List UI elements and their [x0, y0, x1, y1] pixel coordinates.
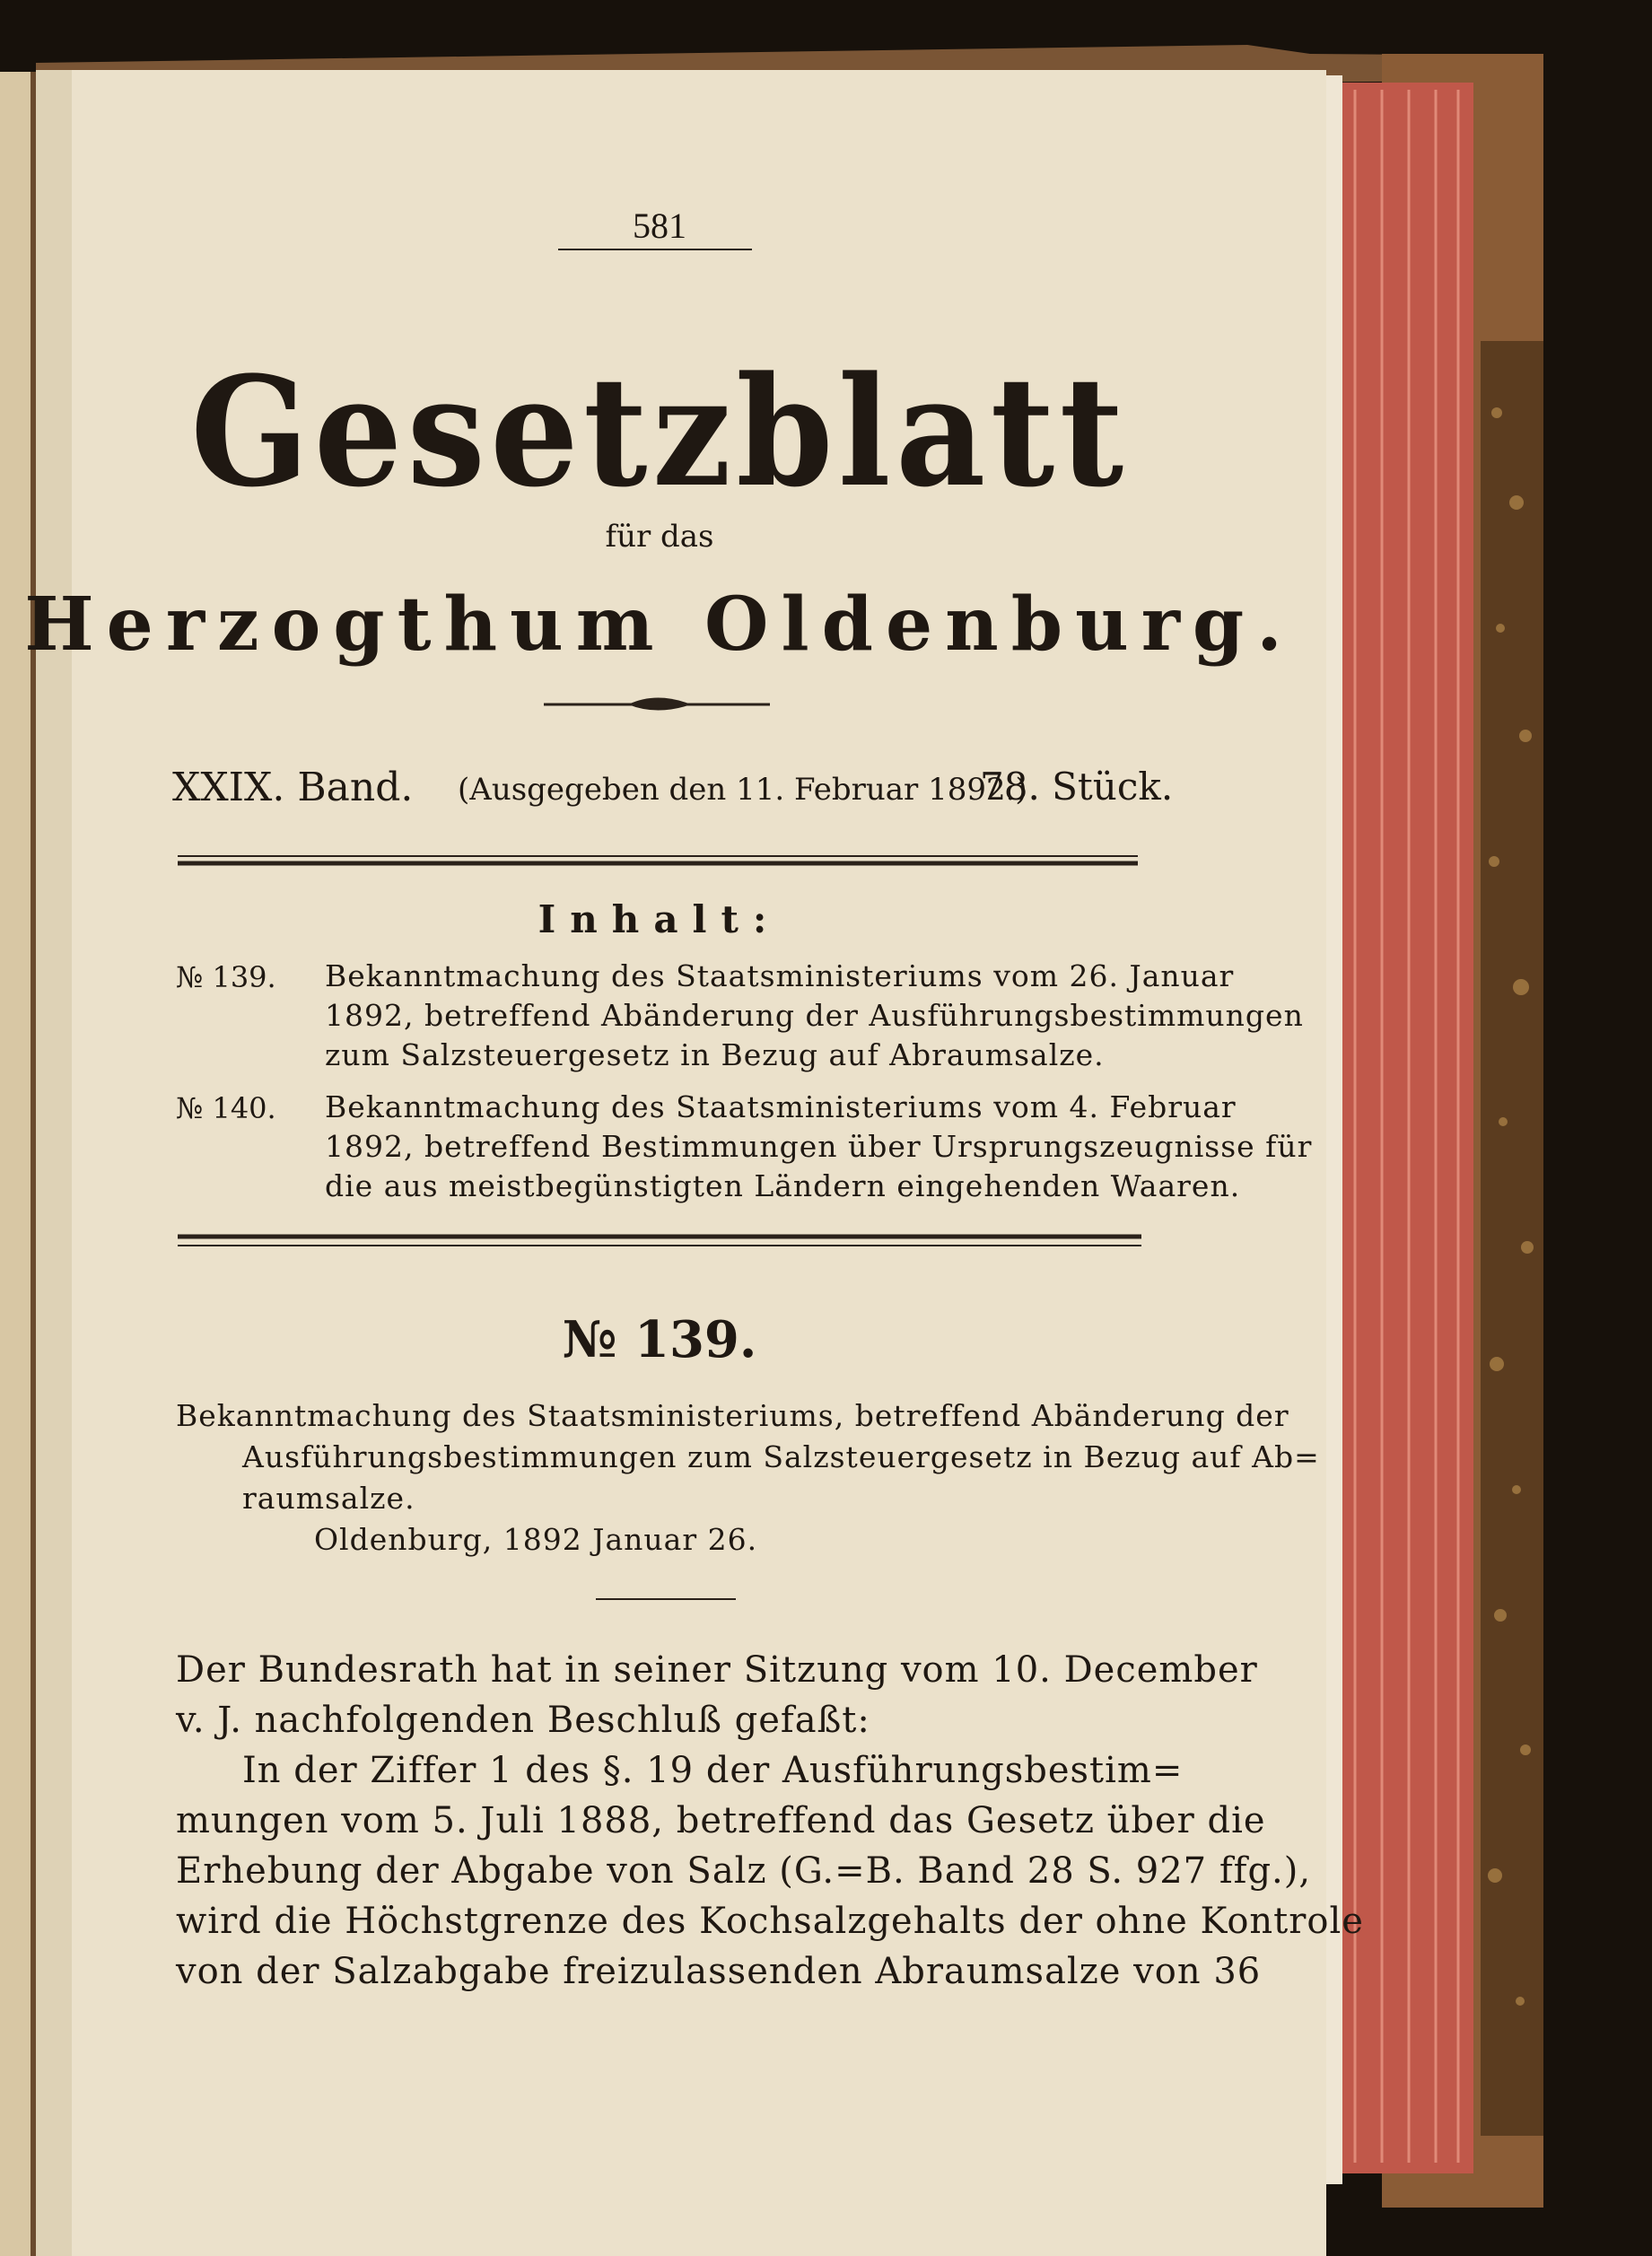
left-page-edge: [0, 72, 34, 2256]
cover-marbled-spine: [1481, 341, 1543, 2136]
body-line: mungen vom 5. Juli 1888, betreffend das Gesetz über die: [176, 1800, 1266, 1841]
contents-heading: Inhalt:: [538, 897, 782, 941]
piece-number: 78. Stück.: [980, 765, 1174, 809]
body-line: In der Ziffer 1 des §. 19 der Ausführungsbestim=: [242, 1750, 1184, 1791]
body-line: von der Salzabgabe freizulassenden Abraumsalze von 36: [176, 1951, 1262, 1992]
gazette-title: Gesetzblatt: [190, 343, 1129, 520]
title-connector: für das: [605, 519, 714, 555]
volume-label: XXIX. Band.: [172, 765, 414, 810]
toc-entry-line: Bekanntmachung des Staatsministeriums vom 26. Januar: [325, 958, 1235, 993]
toc-entry-line: 1892, betreffend Abänderung der Ausführungsbestimmungen: [325, 998, 1304, 1033]
body-line: Erhebung der Abgabe von Salz (G.=B. Band 28 S. 927 ffg.),: [176, 1850, 1312, 1892]
section-title-line: Ausführungsbestimmungen zum Salzsteuergesetz in Bezug auf Ab=: [242, 1439, 1320, 1474]
issue-date: (Ausgegeben den 11. Februar 1892.): [458, 772, 1027, 808]
toc-entry-line: 1892, betreffend Bestimmungen über Ursprungszeugnisse für: [325, 1129, 1313, 1164]
section-title-line: raumsalze.: [242, 1481, 415, 1516]
place-date: Oldenburg, 1892 Januar 26.: [314, 1522, 758, 1557]
toc-entry-line: die aus meistbegünstigten Ländern eingehenden Waaren.: [325, 1168, 1241, 1203]
body-line: wird die Höchstgrenze des Kochsalzgehalts der ohne Kontrole: [176, 1901, 1364, 1942]
toc-entry-number: № 140.: [176, 1091, 276, 1125]
section-title-line: Bekanntmachung des Staatsministeriums, betreffend Abänderung der: [176, 1398, 1289, 1433]
body-line: Der Bundesrath hat in seiner Sitzung vom 10. December: [176, 1649, 1258, 1691]
page-edges-red: [1339, 83, 1473, 2173]
toc-entry-line: zum Salzsteuergesetz in Bezug auf Abraumsalze.: [325, 1037, 1105, 1072]
toc-entry-number: № 139.: [176, 960, 276, 994]
section-number: № 139.: [562, 1310, 757, 1369]
page-number: 581: [633, 205, 686, 246]
toc-entry-line: Bekanntmachung des Staatsministeriums vom 4. Februar: [325, 1089, 1237, 1124]
duchy-name: Herzogthum Oldenburg.: [24, 581, 1295, 668]
body-line: v. J. nachfolgenden Beschluß gefaßt:: [176, 1700, 870, 1741]
